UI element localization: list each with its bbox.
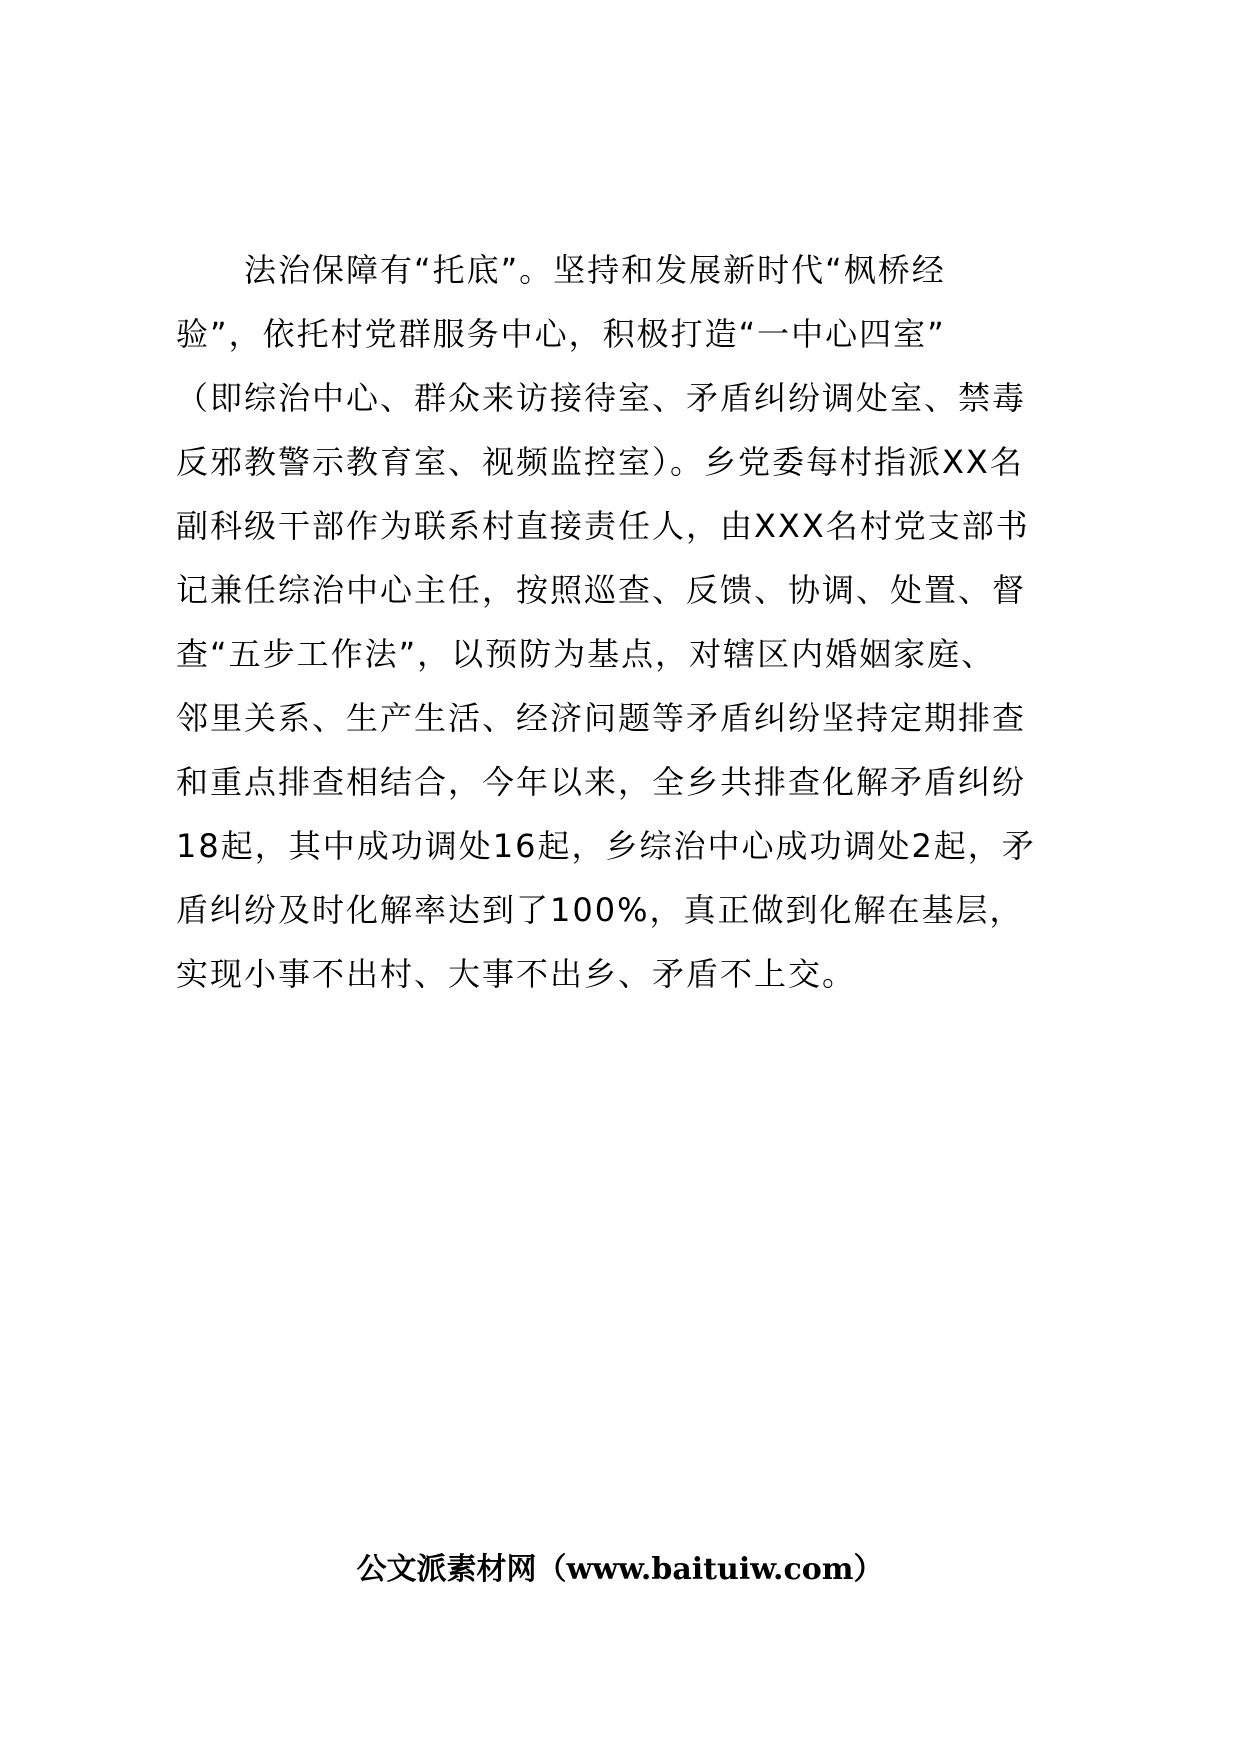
- paragraph-line: 查“五步工作法”，以预防为基点，对辖区内婚姻家庭、: [176, 635, 996, 673]
- paragraph-line: 盾纠纷及时化解率达到了100%，真正做到化解在基层，: [176, 891, 1024, 929]
- paragraph-line: 实现小事不出村、大事不出乡、矛盾不上交。: [176, 955, 857, 993]
- paragraph-line: 记兼任综治中心主任，按照巡查、反馈、协调、处置、督: [176, 571, 1027, 609]
- paragraph-line: （即综治中心、群众来访接待室、矛盾纠纷调处室、禁毒: [176, 379, 1027, 417]
- paragraph-line: 反邪教警示教育室、视频监控室）。乡党委每村指派XX名: [176, 443, 1024, 481]
- paragraph-line: 和重点排查相结合，今年以来，全乡共排查化解矛盾纠纷: [176, 763, 1027, 801]
- footer-source-text: 公文派素材网（www.baituiw.com）: [356, 1552, 884, 1587]
- paragraph-line: 法治保障有“托底”。坚持和发展新时代“枫桥经: [176, 251, 946, 289]
- paragraph-line: 邻里关系、生产生活、经济问题等矛盾纠纷坚持定期排查: [176, 699, 1027, 737]
- paragraph-line: 18起，其中成功调处16起，乡综治中心成功调处2起，矛: [176, 827, 1036, 865]
- body-paragraph: [176, 238, 1096, 1006]
- paragraph-line: 副科级干部作为联系村直接责任人，由XXX名村党支部书: [176, 507, 1030, 545]
- paragraph-line: 验”，依托村党群服务中心，积极打造“一中心四室”: [176, 315, 946, 353]
